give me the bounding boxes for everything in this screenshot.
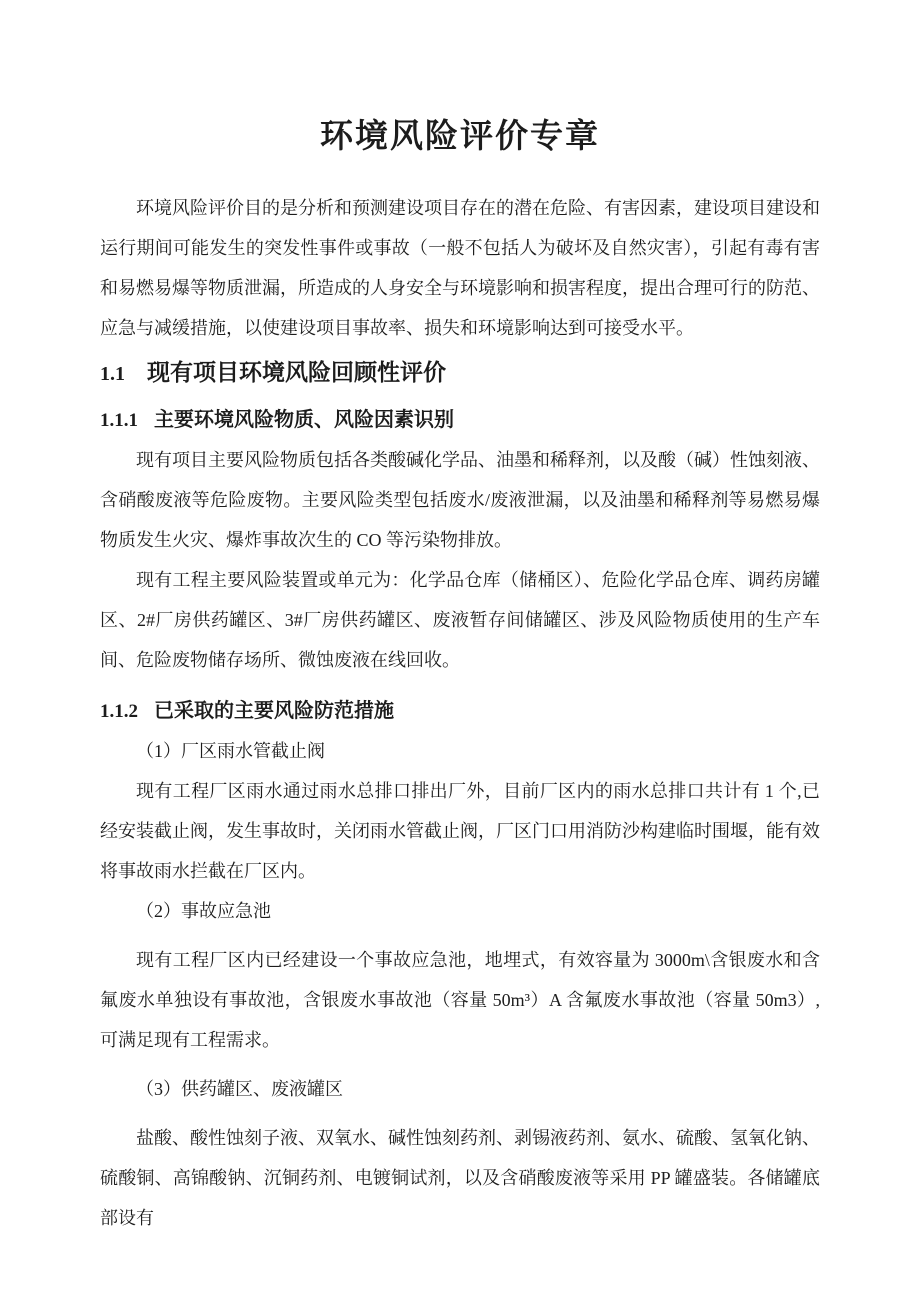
risk-units-paragraph: 现有工程主要风险装置或单元为：化学品仓库（储桶区）、危险化学品仓库、调药房罐区、2#厂房供药罐区、3#厂房供药罐区、废液暂存间储罐区、涉及风险物质使用的生产车间、危险废物储存场所、微蚀废液在线回收。 bbox=[100, 570, 820, 670]
risk-substances-paragraph: 现有项目主要风险物质包括各类酸碱化学品、油墨和稀释剂，以及酸（碱）性蚀刻液、含硝酸废液等危险废物。主要风险类型包括废水/废液泄漏，以及油墨和稀释剂等易燃易爆物质发生火灾、爆炸事故次生的 CO 等污染物排放。 bbox=[100, 450, 820, 550]
section-1-1-1-heading bbox=[100, 407, 820, 434]
measure-3-label: （3）供药罐区、废液罐区 bbox=[136, 1079, 343, 1099]
section-1-1-2-heading bbox=[100, 698, 820, 725]
measure-2-label: （2）事故应急池 bbox=[136, 901, 271, 921]
document-title: 环境风险评价专章 bbox=[320, 119, 600, 155]
measure-1-paragraph: 现有工程厂区雨水通过雨水总排口排出厂外，目前厂区内的雨水总排口共计有 1 个,已经安装截止阀，发生事故时，关闭雨水管截止阀，厂区门口用消防沙构建临时围堰，能有效将事故雨水拦截在厂区内。 bbox=[100, 781, 820, 881]
measure-2-paragraph: 现有工程厂区内已经建设一个事故应急池，地埋式，有效容量为 3000m\含银废水和含氟废水单独设有事故池，含银废水事故池（容量 50m³）A 含氟废水事故池（容量 50m3）,可满足现有工程需求。 bbox=[100, 950, 820, 1050]
intro-paragraph: 环境风险评价目的是分析和预测建设项目存在的潜在危险、有害因素，建设项目建设和运行期间可能发生的突发性事件或事故（一般不包括人为破坏及自然灾害），引起有毒有害和易燃易爆等物质泄漏，所造成的人身安全与环境影响和损害程度，提出合理可行的防范、应急与减缓措施，以使建设项目事故率、损失和环境影响达到可接受水平。 bbox=[100, 198, 820, 338]
section-1-1-number: 1.1 bbox=[100, 363, 125, 385]
measure-1-label: （1）厂区雨水管截止阀 bbox=[136, 741, 325, 761]
section-1-1-2-number: 1.1.2 bbox=[100, 701, 138, 722]
section-1-1-2-title: 已采取的主要风险防范措施 bbox=[154, 700, 394, 722]
section-1-1-title: 现有项目环境风险回顾性评价 bbox=[147, 360, 446, 385]
section-1-1-heading bbox=[100, 358, 820, 389]
measure-3-paragraph: 盐酸、酸性蚀刻子液、双氧水、碱性蚀刻药剂、剥锡液药剂、氨水、硫酸、氢氧化钠、硫酸铜、高锦酸钠、沉铜药剂、电镀铜试剂，以及含硝酸废液等采用 PP 罐盛装。各储罐底部设有 bbox=[100, 1128, 820, 1228]
section-1-1-1-title: 主要环境风险物质、风险因素识别 bbox=[154, 409, 454, 431]
section-1-1-1-number: 1.1.1 bbox=[100, 410, 138, 431]
